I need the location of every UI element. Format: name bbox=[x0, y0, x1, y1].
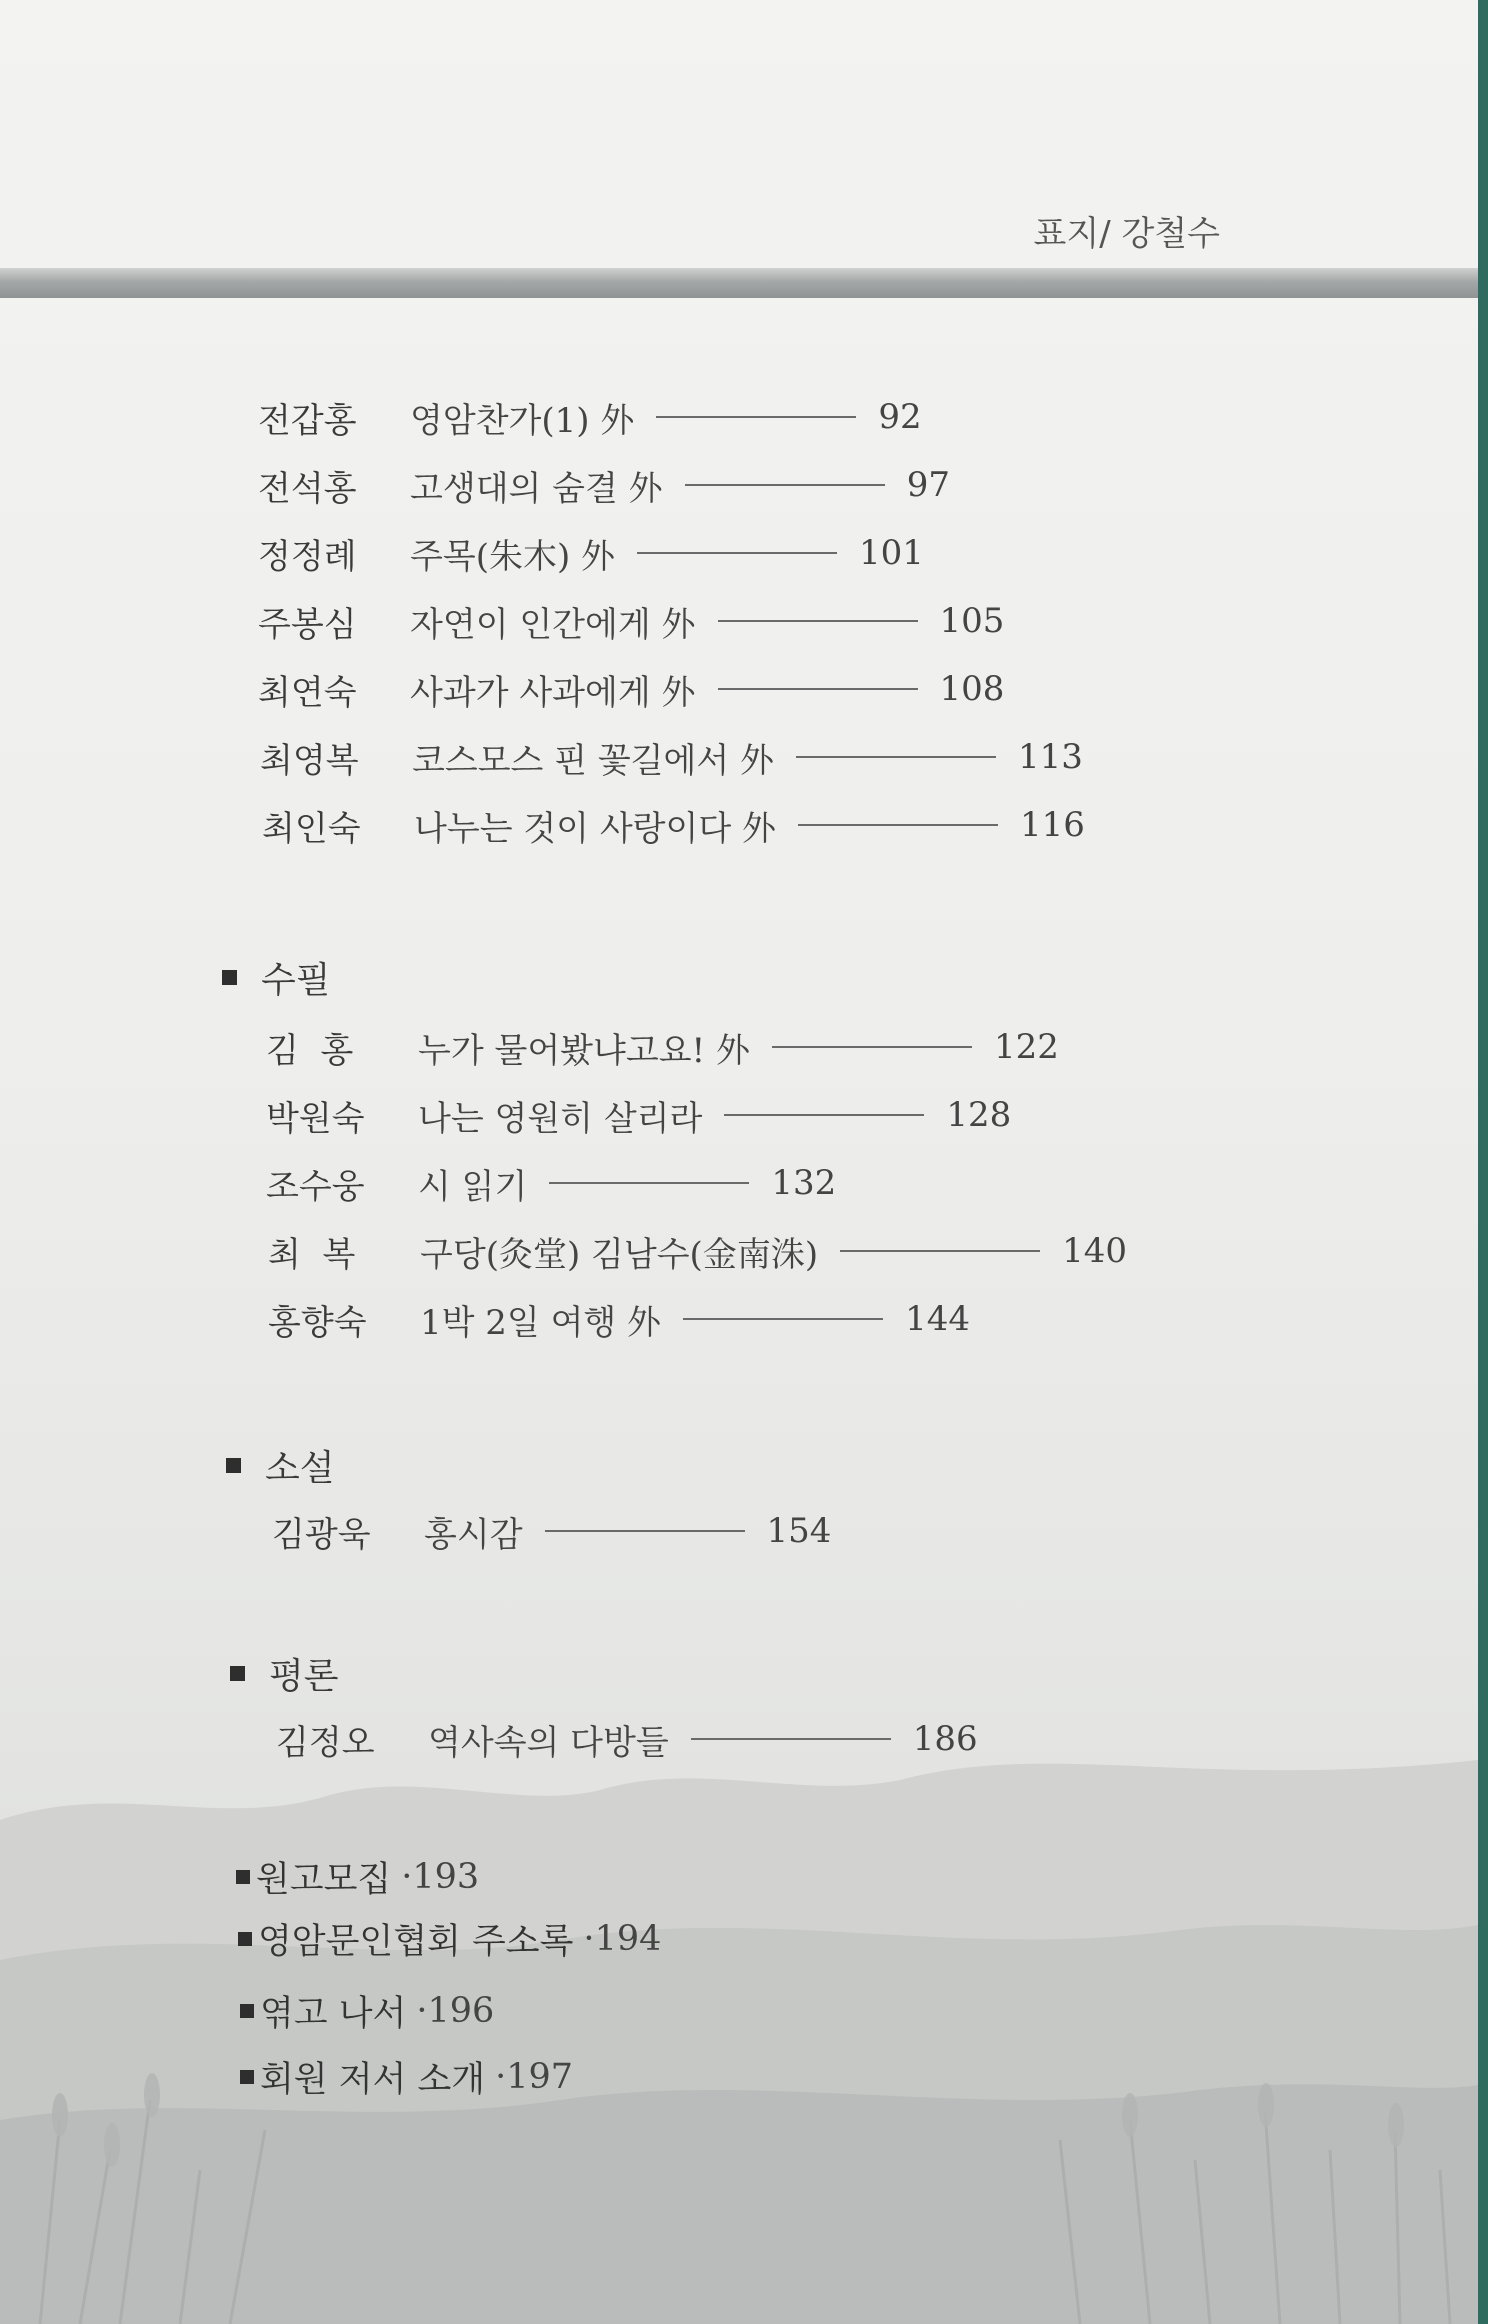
entry-author: 정정례 bbox=[258, 536, 357, 577]
entry-author: 김 홍 bbox=[266, 1030, 354, 1071]
entry-title: 자연이 인간에게 外 bbox=[410, 604, 696, 645]
section-heading-label: 소설 bbox=[265, 1448, 335, 1489]
middle-dot-separator: · bbox=[401, 1857, 413, 1897]
toc-entry bbox=[266, 1090, 1011, 1140]
entry-author: 최영복 bbox=[260, 740, 359, 781]
square-bullet-icon bbox=[236, 1870, 250, 1884]
entry-title: 구당(灸堂) 김남수(金南洙) bbox=[420, 1234, 819, 1275]
appendix-item bbox=[240, 1986, 494, 2036]
dot-leader bbox=[545, 1530, 745, 1532]
entry-page: 105 bbox=[939, 601, 1005, 641]
dot-leader bbox=[685, 484, 885, 486]
dot-leader bbox=[656, 416, 856, 418]
entry-page: 97 bbox=[906, 465, 950, 505]
dot-leader bbox=[691, 1738, 891, 1740]
landscape-illustration bbox=[0, 1700, 1478, 2324]
dot-leader bbox=[683, 1318, 883, 1320]
appendix-item bbox=[238, 1914, 661, 1964]
middle-dot-separator: · bbox=[416, 1991, 428, 2031]
section-heading-label: 평론 bbox=[269, 1656, 339, 1697]
appendix-page: 196 bbox=[427, 1991, 495, 2031]
entry-title: 코스모스 핀 꽃길에서 外 bbox=[412, 740, 775, 781]
entry-author: 김광욱 bbox=[272, 1514, 371, 1555]
entry-title: 나는 영원히 살리라 bbox=[418, 1098, 703, 1139]
toc-entry bbox=[266, 1158, 836, 1208]
appendix-label: 원고모집 bbox=[256, 1860, 392, 1900]
square-bullet-icon bbox=[230, 1666, 245, 1681]
entry-title: 나누는 것이 사랑이다 外 bbox=[414, 808, 777, 849]
section-heading-label: 수필 bbox=[261, 960, 331, 1001]
appendix-page: 194 bbox=[594, 1919, 662, 1959]
dot-leader bbox=[637, 552, 837, 554]
entry-author: 주봉심 bbox=[258, 604, 357, 645]
toc-entry bbox=[258, 664, 1004, 714]
section-heading-essay bbox=[222, 952, 331, 1003]
entry-author: 최 복 bbox=[268, 1234, 356, 1275]
entry-page: 101 bbox=[859, 533, 924, 573]
dot-leader bbox=[772, 1046, 972, 1048]
dot-leader bbox=[796, 756, 996, 758]
dot-leader bbox=[718, 620, 918, 622]
square-bullet-icon bbox=[240, 2070, 254, 2084]
background-mat bbox=[1478, 0, 1488, 2324]
section-heading-criticism bbox=[230, 1648, 339, 1699]
cover-credit: 표지/ 강철수 bbox=[1033, 214, 1220, 254]
entry-page: 113 bbox=[1018, 737, 1083, 777]
entry-author: 박원숙 bbox=[266, 1098, 365, 1139]
toc-entry bbox=[276, 1714, 978, 1764]
toc-entry bbox=[258, 596, 1004, 646]
dot-leader bbox=[724, 1114, 924, 1116]
entry-page: 144 bbox=[905, 1299, 970, 1339]
toc-entry bbox=[266, 1022, 1059, 1072]
header-rule bbox=[0, 268, 1478, 298]
entry-title: 시 읽기 bbox=[418, 1166, 528, 1207]
dot-leader bbox=[718, 688, 918, 690]
toc-entry bbox=[258, 528, 924, 578]
entry-title: 고생대의 숨결 外 bbox=[410, 468, 663, 509]
toc-entry bbox=[258, 460, 950, 510]
appendix-page: 193 bbox=[412, 1857, 480, 1897]
appendix-label: 엮고 나서 bbox=[260, 1994, 407, 2034]
entry-page: 116 bbox=[1020, 805, 1085, 845]
entry-author: 홍향숙 bbox=[268, 1302, 367, 1343]
appendix-label: 영암문인협회 주소록 bbox=[258, 1922, 574, 1962]
toc-entry bbox=[260, 732, 1083, 782]
toc-entry bbox=[272, 1506, 831, 1556]
square-bullet-icon bbox=[222, 970, 237, 985]
dot-leader bbox=[798, 824, 998, 826]
entry-title: 역사속의 다방들 bbox=[428, 1722, 669, 1763]
appendix-page: 197 bbox=[506, 2057, 574, 2097]
toc-entry bbox=[258, 392, 922, 442]
appendix-item bbox=[240, 2052, 573, 2102]
entry-title: 영암찬가(1) 外 bbox=[410, 400, 635, 441]
entry-author: 조수웅 bbox=[266, 1166, 365, 1207]
dot-leader bbox=[549, 1182, 749, 1184]
middle-dot-separator: · bbox=[495, 2057, 507, 2097]
entry-page: 140 bbox=[1062, 1231, 1127, 1271]
entry-page: 154 bbox=[766, 1511, 832, 1551]
entry-page: 92 bbox=[878, 397, 922, 437]
appendix-label: 회원 저서 소개 bbox=[260, 2060, 486, 2100]
appendix-item bbox=[236, 1852, 479, 1902]
entry-title: 누가 물어봤냐고요! 外 bbox=[418, 1030, 751, 1071]
entry-title: 사과가 사과에게 外 bbox=[410, 672, 696, 713]
square-bullet-icon bbox=[238, 1932, 252, 1946]
entry-page: 128 bbox=[946, 1095, 1012, 1135]
entry-author: 전석홍 bbox=[258, 468, 357, 509]
entry-title: 주목(朱木) 外 bbox=[410, 536, 616, 577]
entry-title: 1박 2일 여행 外 bbox=[420, 1302, 662, 1343]
toc-entry bbox=[268, 1226, 1127, 1276]
middle-dot-separator: · bbox=[583, 1919, 595, 1959]
entry-page: 122 bbox=[994, 1027, 1059, 1067]
entry-page: 186 bbox=[912, 1719, 978, 1759]
entry-page: 132 bbox=[771, 1163, 837, 1203]
dot-leader bbox=[840, 1250, 1040, 1252]
toc-entry bbox=[268, 1294, 970, 1344]
entry-author: 최연숙 bbox=[258, 672, 357, 713]
section-heading-novel bbox=[226, 1440, 335, 1491]
entry-title: 홍시감 bbox=[424, 1514, 523, 1555]
entry-author: 최인숙 bbox=[262, 808, 361, 849]
toc-entry bbox=[262, 800, 1085, 850]
entry-author: 전갑홍 bbox=[258, 400, 357, 441]
square-bullet-icon bbox=[226, 1458, 241, 1473]
square-bullet-icon bbox=[240, 2004, 254, 2018]
entry-author: 김정오 bbox=[276, 1722, 375, 1763]
entry-page: 108 bbox=[939, 669, 1005, 709]
